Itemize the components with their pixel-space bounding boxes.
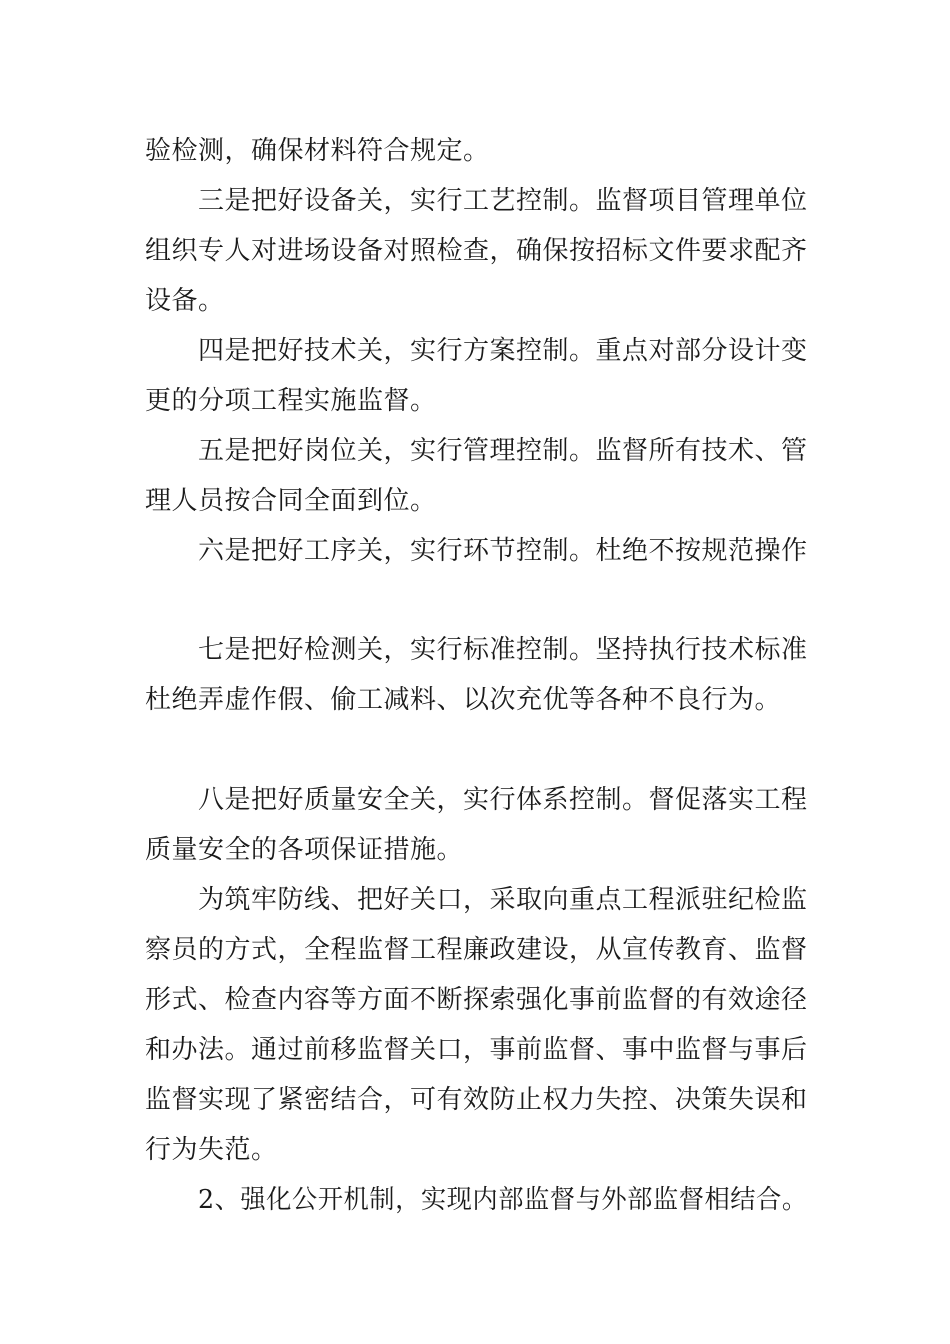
text-line: 理人员按合同全面到位。 — [145, 486, 437, 516]
text-line: 四是把好技术关，实行方案控制。重点对部分设计变 — [198, 336, 808, 366]
text-line: 行为失范。 — [145, 1135, 278, 1165]
text-line: 质量安全的各项保证措施。 — [145, 835, 464, 865]
text-line: 组织专人对进场设备对照检查，确保按招标文件要求配齐 — [145, 236, 808, 266]
text-line: 验检测，确保材料符合规定。 — [145, 136, 490, 166]
text-line: 设备。 — [145, 286, 225, 316]
text-line: 杜绝弄虚作假、偷工减料、以次充优等各种不良行为。 — [145, 685, 782, 715]
text-line: 2、强化公开机制，实现内部监督与外部监督相结合。 — [198, 1185, 808, 1215]
text-line: 六是把好工序关，实行环节控制。杜绝不按规范操作 — [198, 536, 808, 566]
text-line: 更的分项工程实施监督。 — [145, 386, 437, 416]
text-line: 形式、检查内容等方面不断探索强化事前监督的有效途径 — [145, 985, 808, 1015]
text-line: 察员的方式，全程监督工程廉政建设，从宣传教育、监督 — [145, 935, 808, 965]
text-line: 八是把好质量安全关，实行体系控制。督促落实工程 — [198, 785, 808, 815]
text-line: 为筑牢防线、把好关口，采取向重点工程派驻纪检监 — [198, 885, 808, 915]
text-line: 监督实现了紧密结合，可有效防止权力失控、决策失误和 — [145, 1085, 808, 1115]
text-line: 五是把好岗位关，实行管理控制。监督所有技术、管 — [198, 436, 808, 466]
text-line: 和办法。通过前移监督关口，事前监督、事中监督与事后 — [145, 1035, 808, 1065]
text-line: 七是把好检测关，实行标准控制。坚持执行技术标准 — [198, 635, 808, 665]
text-line: 三是把好设备关，实行工艺控制。监督项目管理单位 — [198, 186, 808, 216]
